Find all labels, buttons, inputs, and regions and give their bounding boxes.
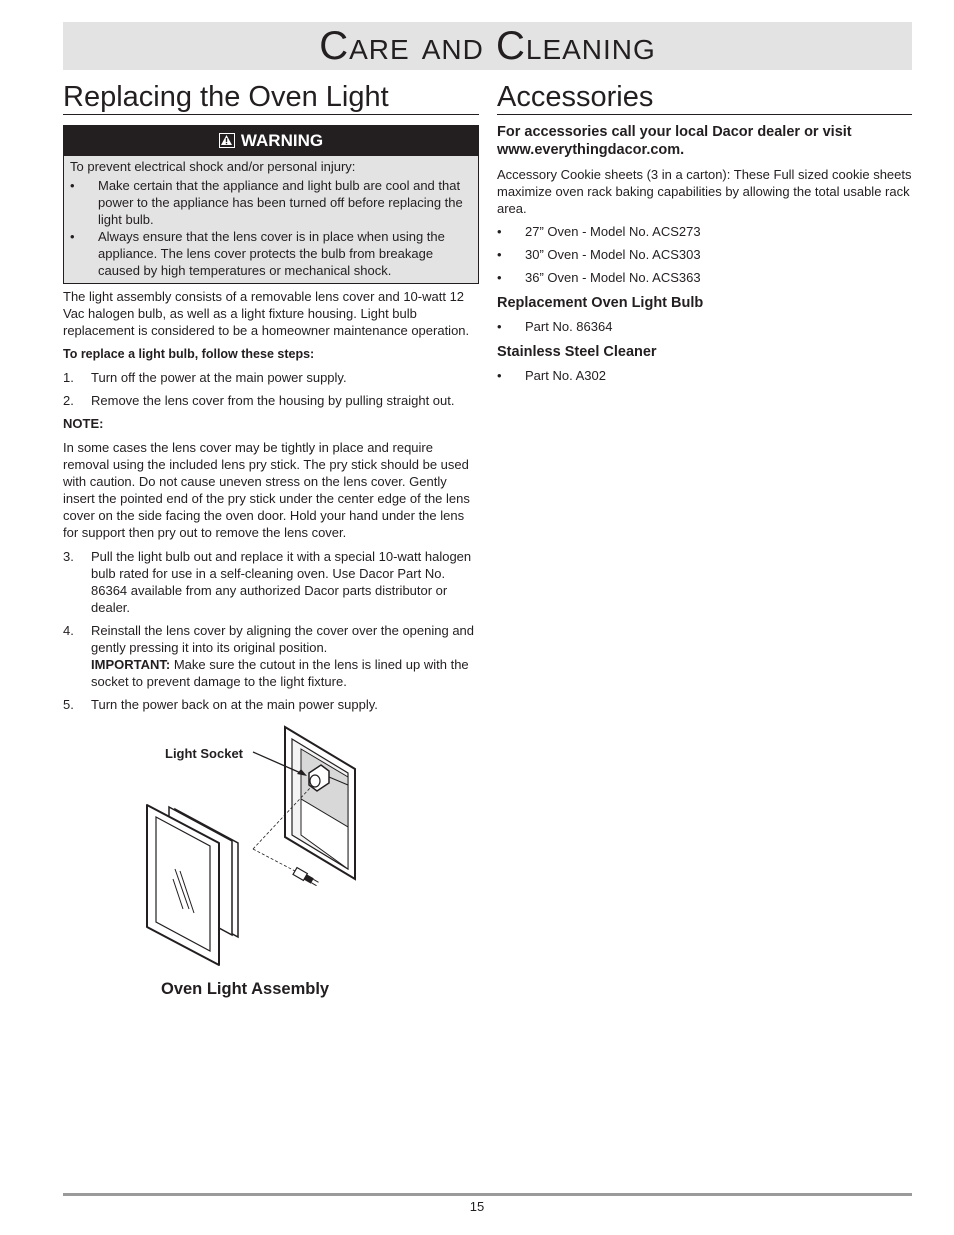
bullet-icon: • [497, 224, 502, 239]
list-item [70, 177, 472, 228]
accessories-heading: Accessories [497, 80, 912, 115]
list-item-text: Make certain that the appliance and light bulb are cool and that power to the appliance has been turned off before replacing the light bulb. [98, 178, 463, 227]
oven-light-heading: Replacing the Oven Light [63, 80, 479, 115]
list-item [497, 318, 912, 335]
step-text: Make sure the cutout in the lens is lined up with the socket to prevent damage to the light fixture. [91, 657, 469, 689]
cleaner-list [497, 367, 912, 384]
step-text: Turn off the power at the main power supply. [91, 370, 347, 385]
right-column [497, 80, 912, 384]
important-label: IMPORTANT: [91, 657, 171, 672]
list-item [497, 269, 912, 286]
warning-box [63, 125, 479, 284]
oven-light-figure [63, 719, 479, 1019]
step-text: Turn the power back on at the main power supply. [91, 697, 378, 712]
list-item-text: 30” Oven - Model No. ACS303 [525, 247, 701, 262]
figure-callout-label: Light Socket [165, 746, 244, 761]
page-title: Care and Cleaning [319, 24, 656, 68]
list-item [497, 223, 912, 240]
list-item [497, 367, 912, 384]
warning-intro: To prevent electrical shock and/or personal injury: [70, 159, 356, 174]
list-item-text: Always ensure that the lens cover is in place when using the appliance. The lens cover protects the bulb from breakage caused by high temperatures or mechanical shock. [98, 229, 445, 278]
step-item [63, 696, 479, 713]
cleaner-heading: Stainless Steel Cleaner [497, 344, 657, 360]
steps-list [63, 369, 479, 409]
list-item-text: Part No. A302 [525, 368, 606, 383]
page-number: 15 [469, 1199, 485, 1214]
accessories-lead: For accessories call your local Dacor dealer or visit www.everythingdacor.com. [497, 124, 852, 158]
step-text: Remove the lens cover from the housing by pulling straight out. [91, 393, 455, 408]
list-item-text: Part No. 86364 [525, 319, 613, 334]
bullet-icon: • [70, 229, 75, 244]
warning-label: WARNING [240, 131, 324, 150]
bulb-list [497, 318, 912, 335]
list-item-text: 36” Oven - Model No. ACS363 [525, 270, 701, 285]
warning-icon [219, 133, 235, 148]
note-text: In some cases the lens cover may be tightly in place and require removal using the included lens pry stick. The pry stick should be used with caution. Do not cause uneven stress on the lens cover. Gently insert the pointed end of the pry stick under the center edge of the lens cover on the side facing the oven door. Hold your hand under the lens for support then pry out to remove the lens cover. [63, 440, 470, 540]
list-item-text: 27” Oven - Model No. ACS273 [525, 224, 701, 239]
warning-header [64, 126, 478, 156]
step-number: 3. [63, 549, 74, 564]
bullet-icon: • [497, 319, 502, 334]
cookie-sheets-text: Accessory Cookie sheets (3 in a carton): These Full sized cookie sheets maximize oven rack baking capabilities by allowing the total usable rack area. [497, 167, 912, 216]
note-label: NOTE: [63, 416, 104, 431]
step-number: 4. [63, 623, 74, 638]
bullet-icon: • [497, 368, 502, 383]
list-item [70, 228, 472, 279]
bullet-icon: • [70, 178, 75, 193]
figure-caption: Oven Light Assembly [161, 980, 330, 998]
steps-heading: To replace a light bulb, follow these steps: [63, 347, 315, 361]
warning-list [70, 177, 472, 279]
oven-light-illustration [63, 719, 479, 1019]
section-banner [63, 22, 912, 70]
bullet-icon: • [497, 270, 502, 285]
assembly-intro: The light assembly consists of a removable lens cover and 10-watt 12 Vac halogen bulb, as well as a light fixture housing. Light bulb replacement is considered to be a homeowner maintenance operation. [63, 289, 470, 338]
step-text: Pull the light bulb out and replace it with a special 10-watt halogen bulb rated for use in a self-cleaning oven. Use Dacor Part No. 86364 available from any authorized Dacor parts distributor or dealer. [91, 549, 472, 615]
list-item [497, 246, 912, 263]
step-number: 2. [63, 393, 74, 408]
step-number: 5. [63, 697, 74, 712]
left-column [63, 80, 479, 1019]
footer-divider [63, 1193, 912, 1196]
bulb-heading: Replacement Oven Light Bulb [497, 295, 704, 311]
steps-list-continued [63, 548, 479, 713]
step-item [63, 369, 479, 386]
bullet-icon: • [497, 247, 502, 262]
step-number: 1. [63, 370, 74, 385]
cookie-sheets-list [497, 223, 912, 286]
step-item [63, 548, 479, 616]
step-item [63, 622, 479, 690]
step-text: Reinstall the lens cover by aligning the cover over the opening and gently pressing it into its original position. [91, 623, 475, 655]
step-item [63, 392, 479, 409]
